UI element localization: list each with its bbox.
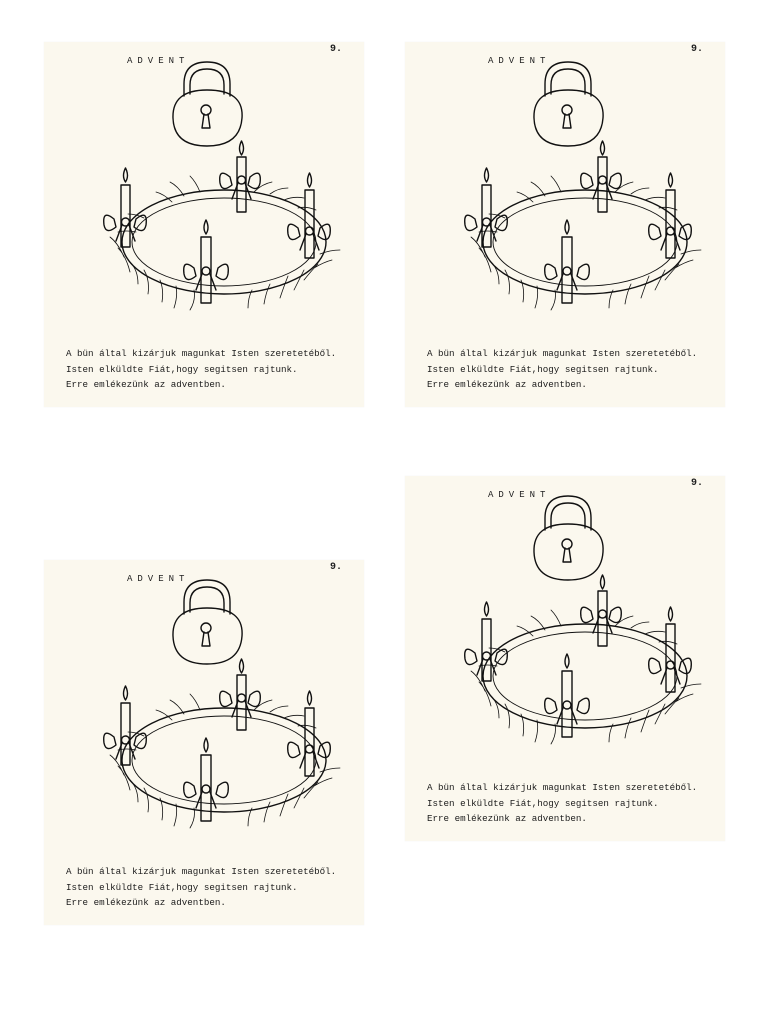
- candle-icon: [581, 141, 622, 212]
- card-bottom-left: [44, 560, 364, 925]
- card-bottom-right: [405, 476, 725, 841]
- candle-icon: [288, 691, 331, 776]
- card-title: ADVENT: [488, 490, 551, 500]
- candle-icon: [465, 602, 508, 681]
- candle-icon: [545, 654, 590, 737]
- card-text: [427, 346, 697, 393]
- candle-icon: [649, 607, 692, 692]
- text-line: Isten elküldte Fiát,hogy segitsen rajtunk.: [66, 363, 298, 375]
- candle-icon: [220, 141, 261, 212]
- card-title: ADVENT: [127, 56, 190, 66]
- padlock-icon: [534, 62, 603, 146]
- page-number: 9.: [690, 478, 703, 489]
- text-line: Isten elküldte Fiát,hogy segitsen rajtunk.: [66, 881, 298, 893]
- page-number: 9.: [329, 562, 342, 573]
- candle-icon: [104, 168, 147, 247]
- text-line: A bün által kizárjuk magunkat Isten szeretetéből.: [427, 348, 698, 359]
- text-line: Erre emlékezünk az adventben.: [66, 897, 226, 908]
- candle-icon: [104, 686, 147, 765]
- page-number: 9.: [329, 44, 342, 55]
- padlock-icon: [534, 496, 603, 580]
- text-line: Erre emlékezünk az adventben.: [427, 813, 587, 824]
- candle-icon: [184, 220, 229, 303]
- card-text: [66, 346, 336, 393]
- candle-icon: [581, 575, 622, 646]
- candle-icon: [288, 173, 331, 258]
- card-title: ADVENT: [127, 574, 190, 584]
- wreath-illustration: [405, 476, 725, 776]
- text-line: A bün által kizárjuk magunkat Isten szeretetéből.: [66, 866, 337, 877]
- text-line: Erre emlékezünk az adventben.: [66, 379, 226, 390]
- wreath-illustration: [405, 42, 725, 342]
- card-title: ADVENT: [488, 56, 551, 66]
- page-number: 9.: [690, 44, 703, 55]
- candle-icon: [184, 738, 229, 821]
- wreath-illustration: [44, 560, 364, 860]
- text-line: Isten elküldte Fiát,hogy segitsen rajtunk.: [427, 363, 659, 375]
- text-line: A bün által kizárjuk magunkat Isten szeretetéből.: [427, 782, 698, 793]
- candle-icon: [465, 168, 508, 247]
- card-top-left: [44, 42, 364, 407]
- padlock-icon: [173, 580, 242, 664]
- text-line: A bün által kizárjuk magunkat Isten szeretetéből.: [66, 348, 337, 359]
- padlock-icon: [173, 62, 242, 146]
- card-text: [427, 780, 697, 827]
- candle-icon: [545, 220, 590, 303]
- candle-icon: [220, 659, 261, 730]
- card-top-right: [405, 42, 725, 407]
- wreath-illustration: [44, 42, 364, 342]
- candle-icon: [649, 173, 692, 258]
- text-line: Erre emlékezünk az adventben.: [427, 379, 587, 390]
- card-text: [66, 864, 336, 911]
- text-line: Isten elküldte Fiát,hogy segitsen rajtunk.: [427, 797, 659, 809]
